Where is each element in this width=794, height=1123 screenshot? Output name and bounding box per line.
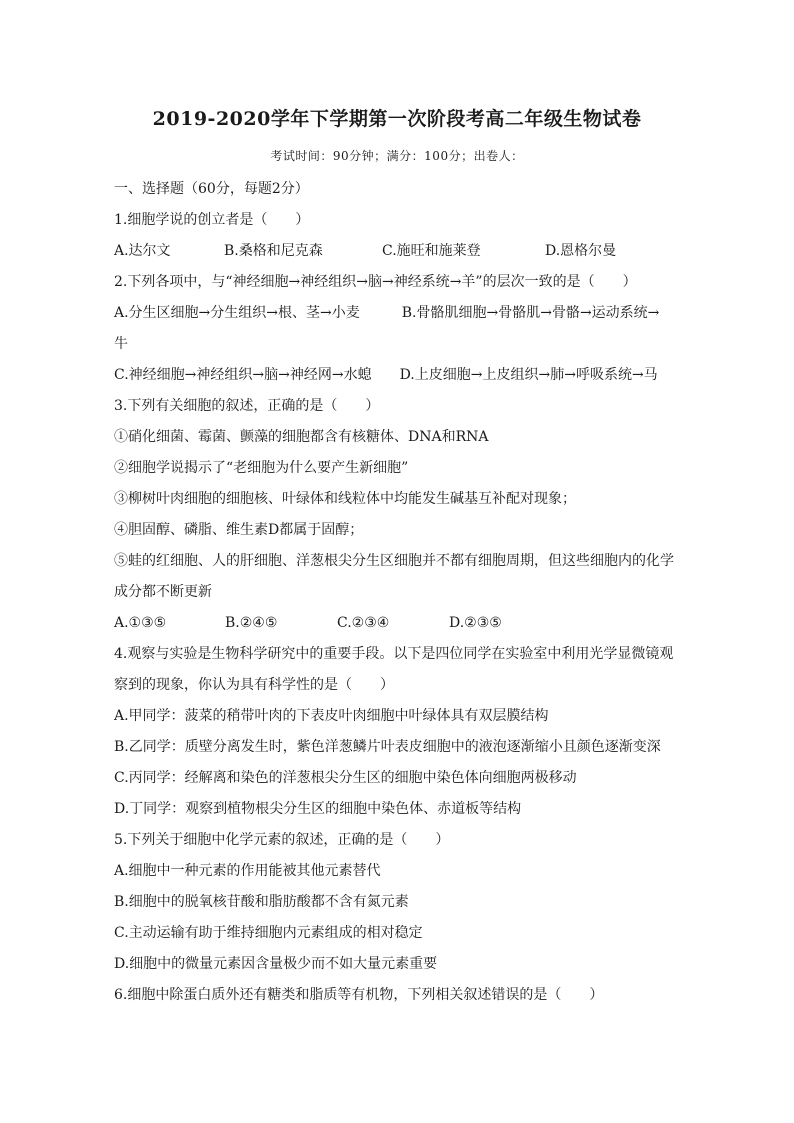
question-1-options [114,236,686,267]
option-b: B.桑格和尼克森 [224,243,323,259]
exam-title: 2019-2020学年下学期第一次阶段考高二年级生物试卷 [152,108,642,130]
question-5-option-b: B.细胞中的脱氧核苷酸和脂肪酸都不含有氮元素 [114,894,409,910]
question-4-option-b: B.乙同学：质壁分离发生时，紫色洋葱鳞片叶表皮细胞中的液泡逐渐缩小且颜色逐渐变深 [114,739,661,755]
question-4-option-d: D.丁同学：观察到植物根尖分生区的细胞中染色体、赤道板等结构 [114,801,522,817]
statement-5-cont: 成分都不断更新 [114,584,212,600]
question-3-options [114,608,686,639]
section-heading: 一、选择题（60分，每题2分） [114,181,309,197]
question-1-stem: 1.细胞学说的创立者是（ ） [114,212,310,228]
question-4-stem-cont: 察到的现象，你认为具有科学性的是（ ） [114,677,394,693]
question-2-options-cd: C.神经细胞→神经组织→脑→神经网→水螅 D.上皮细胞→上皮组织→肺→呼吸系统→马 [114,367,658,383]
option-d: D.②③⑤ [449,615,502,631]
question-5-option-a: A.细胞中一种元素的作用能被其他元素替代 [114,863,381,879]
question-list [114,174,686,1011]
question-4-stem: 4.观察与实验是生物科学研究中的重要手段。以下是四位同学在实验室中利用光学显微镜观 [114,646,674,662]
option-c: C.②③④ [337,615,390,631]
question-2-options-ab: A.分生区细胞→分生组织→根、茎→小麦 B.骨骼肌细胞→骨骼肌→骨骼→运动系统→ [114,305,660,321]
statement-3: ③柳树叶肉细胞的细胞核、叶绿体和线粒体中均能发生碱基互补配对现象； [114,491,576,507]
exam-info: 考试时间：90分钟；满分：100分；出卷人： [270,149,524,163]
question-3-stem: 3.下列有关细胞的叙述，正确的是（ ） [114,398,380,414]
option-a: A.达尔文 [114,243,171,259]
question-5-option-c: C.主动运输有助于维持细胞内元素组成的相对稳定 [114,925,423,941]
statement-4: ④胆固醇、磷脂、维生素D都属于固醇； [114,522,364,538]
question-5-option-d: D.细胞中的微量元素因含量极少而不如大量元素重要 [114,956,438,972]
statement-1: ①硝化细菌、霉菌、颤藻的细胞都含有核糖体、DNA和RNA [114,429,489,445]
question-5-stem: 5.下列关于细胞中化学元素的叙述，正确的是（ ） [114,832,450,848]
question-6-stem: 6.细胞中除蛋白质外还有糖类和脂质等有机物，下列相关叙述错误的是（ ） [114,987,604,1003]
question-2-options-ab-cont: 牛 [114,336,128,352]
question-4-option-c: C.丙同学：经解离和染色的洋葱根尖分生区的细胞中染色体向细胞两极移动 [114,770,577,786]
option-c: C.施旺和施莱登 [382,243,481,259]
statement-5: ⑤蛙的红细胞、人的肝细胞、洋葱根尖分生区细胞并不都有细胞周期，但这些细胞内的化学 [114,553,674,569]
question-2-stem: 2.下列各项中，与“神经细胞→神经组织→脑→神经系统→羊”的层次一致的是（ ） [114,274,637,290]
question-4-option-a: A.甲同学：菠菜的稍带叶肉的下表皮叶肉细胞中叶绿体具有双层膜结构 [114,708,549,724]
option-a: A.①③⑤ [114,615,167,631]
option-b: B.②④⑤ [225,615,278,631]
option-d: D.恩格尔曼 [545,243,617,259]
statement-2: ②细胞学说揭示了“老细胞为什么要产生新细胞” [114,460,409,476]
